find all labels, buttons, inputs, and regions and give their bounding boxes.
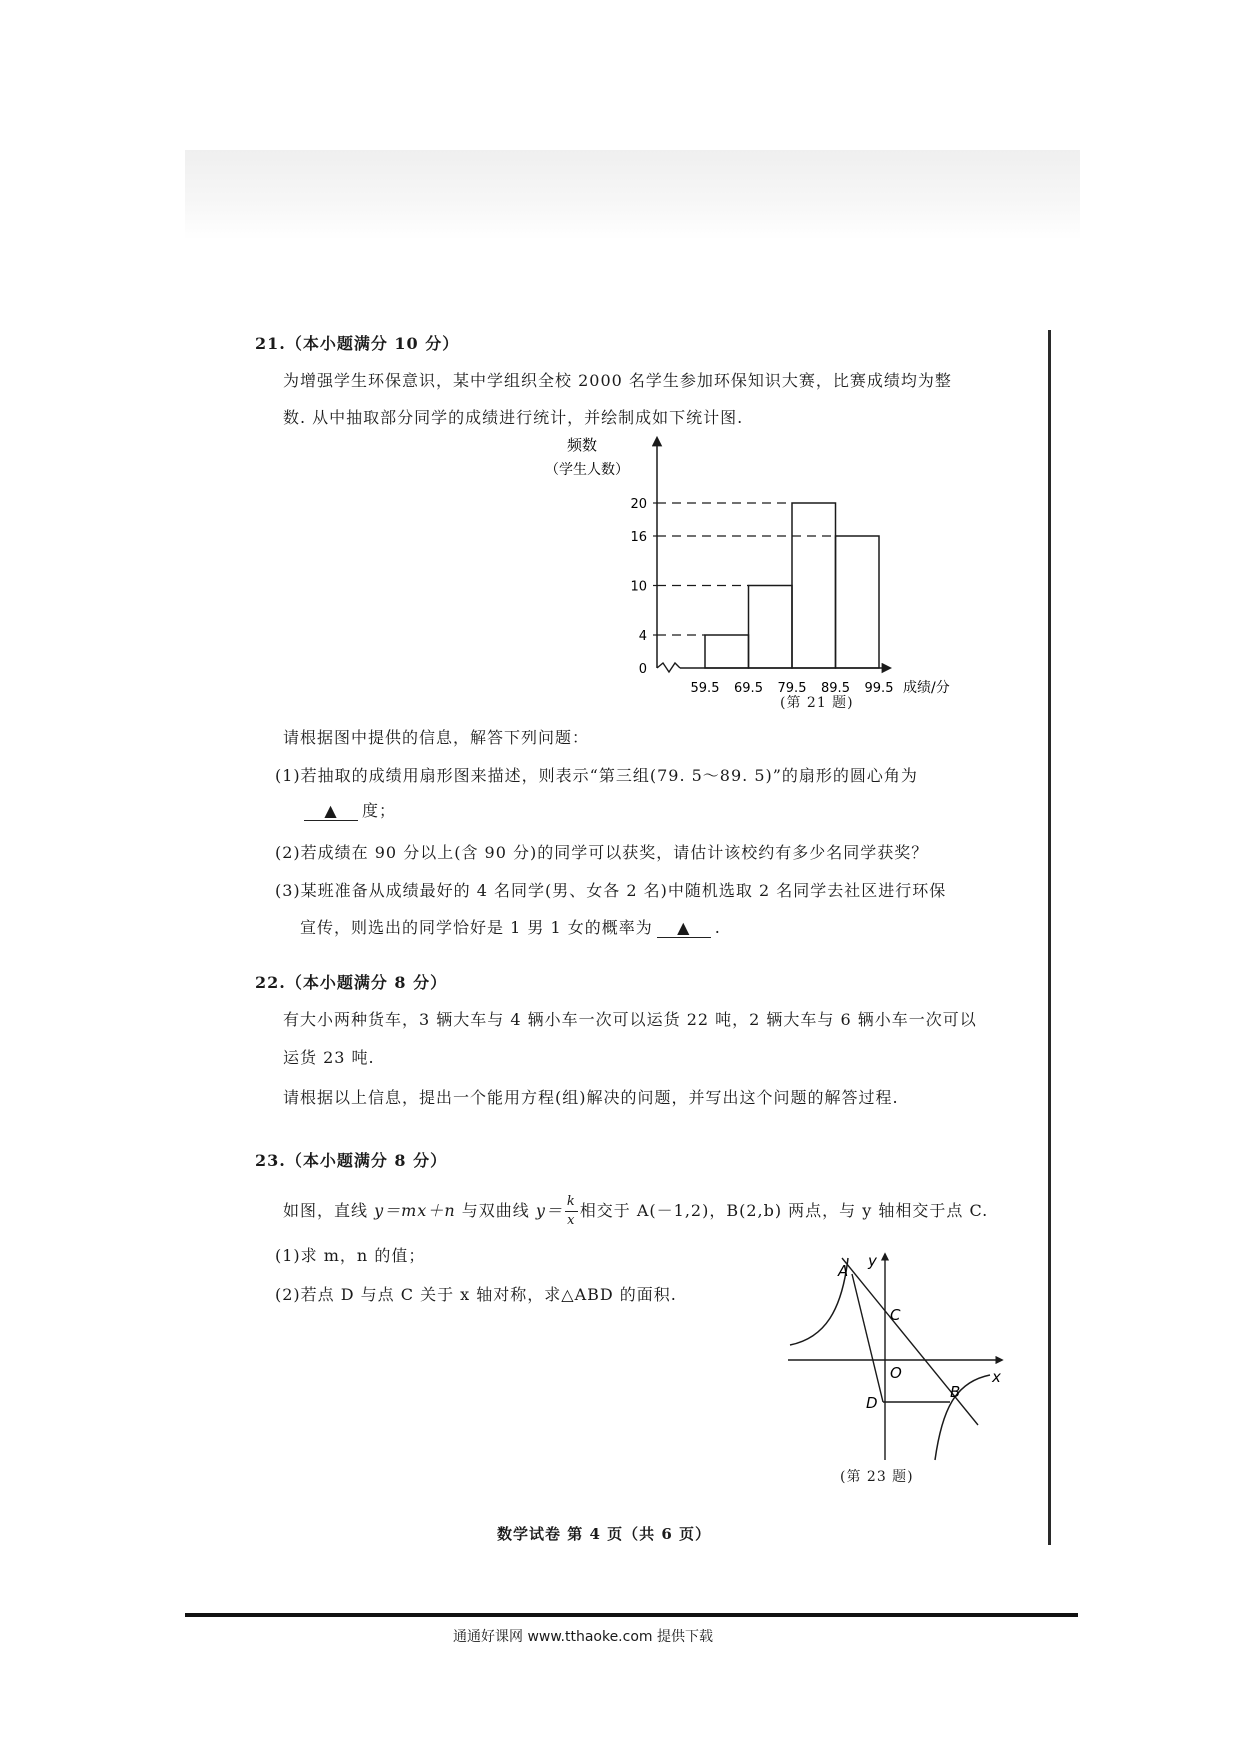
label-y: y [868,1252,877,1270]
q21-part3-line2 [300,920,721,938]
q23-fraction-denominator: x [567,1213,576,1229]
histogram-bar [836,536,880,668]
q22-line2: 运货 23 吨. [283,1048,375,1067]
q21-part3-line1: (3)某班准备从成绩最好的 4 名同学(男、女各 2 名)中随机选取 2 名同学去社区进行环保 [275,881,947,900]
segment-ad [852,1274,883,1402]
x-tick-label: 79.5 [777,681,807,696]
y-axis-label: 频数 [567,436,598,454]
q21-prompt: 请根据图中提供的信息，解答下列问题： [283,728,590,747]
y-tick-label: 4 [638,629,647,644]
q21-part3-prefix: 宣传，则选出的同学恰好是 1 男 1 女的概率为 [300,918,653,937]
q21-intro-line1: 为增强学生环保意识，某中学组织全校 2000 名学生参加环保知识大赛，比赛成绩均为整 [283,371,952,390]
label-c: C [890,1306,901,1324]
y-tick-label: 10 [630,579,647,595]
y-tick-label: 0 [638,662,647,677]
q21-part3-suffix: . [714,918,721,937]
x-tick-label: 99.5 [864,681,894,696]
q22-line1: 有大小两种货车，3 辆大车与 4 辆小车一次可以运货 22 吨，2 辆大车与 6 辆小车一次可以 [283,1010,977,1029]
label-x: x [992,1368,1001,1386]
q21-header: 21.（本小题满分 10 分） [255,334,460,353]
q21-part1-suffix: 度； [362,801,397,820]
label-b: B [950,1383,961,1401]
q23-line-equation: y＝mx＋n [374,1201,456,1221]
q21-figure-caption: (第 21 题) [780,695,854,711]
x-tick-label: 59.5 [690,681,720,696]
y-tick-label: 16 [630,530,647,545]
watermark-credit: 通通好课网 www.tthaoke.com 提供下载 [453,1629,713,1645]
q23-stem-text1: 如图，直线 [283,1201,375,1221]
histogram-chart [545,430,1015,715]
q23-figure-caption: (第 23 题) [840,1469,914,1485]
x-axis-label: 成绩/分 [903,680,950,696]
q23-fraction-numerator: k [565,1193,578,1212]
histogram-bar [749,586,793,669]
q23-part2: (2)若点 D 与点 C 关于 x 轴对称，求△ABD 的面积. [275,1285,677,1304]
label-d: D [866,1394,878,1412]
q23-part1: (1)求 m，n 的值； [275,1246,426,1265]
axis-break [657,663,680,672]
x-tick-label: 89.5 [821,681,850,696]
q21-intro-line2: 数. 从中抽取部分同学的成绩进行统计，并绘制成如下统计图. [283,408,744,427]
q22-line3: 请根据以上信息，提出一个能用方程(组)解决的问题，并写出这个问题的解答过程. [283,1088,899,1107]
histogram-bar [792,503,836,668]
q23-stem-text2: 与双曲线 [455,1201,536,1221]
label-a: A [838,1262,849,1280]
q23-stem [283,1193,988,1230]
q21-part1-line2 [300,803,396,821]
q23-header: 23.（本小题满分 8 分） [255,1151,448,1170]
q23-fraction [565,1193,578,1230]
q21-part1-line1: (1)若抽取的成绩用扇形图来描述，则表示“第三组(79. 5～89. 5)”的扇形的圆心角为 [275,766,918,785]
q23-stem-text3: 相交于 A(－1,2)，B(2,b) 两点，与 y 轴相交于点 C. [579,1201,989,1221]
q21-part2: (2)若成绩在 90 分以上(含 90 分)的同学可以获奖，请估计该校约有多少名同学获奖？ [275,843,929,862]
q23-geometry-figure [780,1250,1015,1465]
hyperbola-branch-right [935,1375,990,1460]
q22-header: 22.（本小题满分 8 分） [255,973,448,992]
y-axis-sublabel: （学生人数） [545,462,629,478]
answer-blank[interactable]: ▲ [304,803,358,821]
bottom-rule [185,1613,1078,1617]
q23-hyperbola-lhs: y＝ [535,1201,563,1221]
scan-shading [185,150,1080,240]
label-o: O [890,1364,902,1382]
answer-blank[interactable]: ▲ [657,920,711,938]
histogram-bar [705,635,749,668]
right-margin-rule [1048,330,1051,1545]
y-tick-label: 20 [630,497,647,512]
page-footer: 数学试卷 第 4 页（共 6 页） [497,1525,711,1543]
x-tick-label: 69.5 [734,681,763,696]
